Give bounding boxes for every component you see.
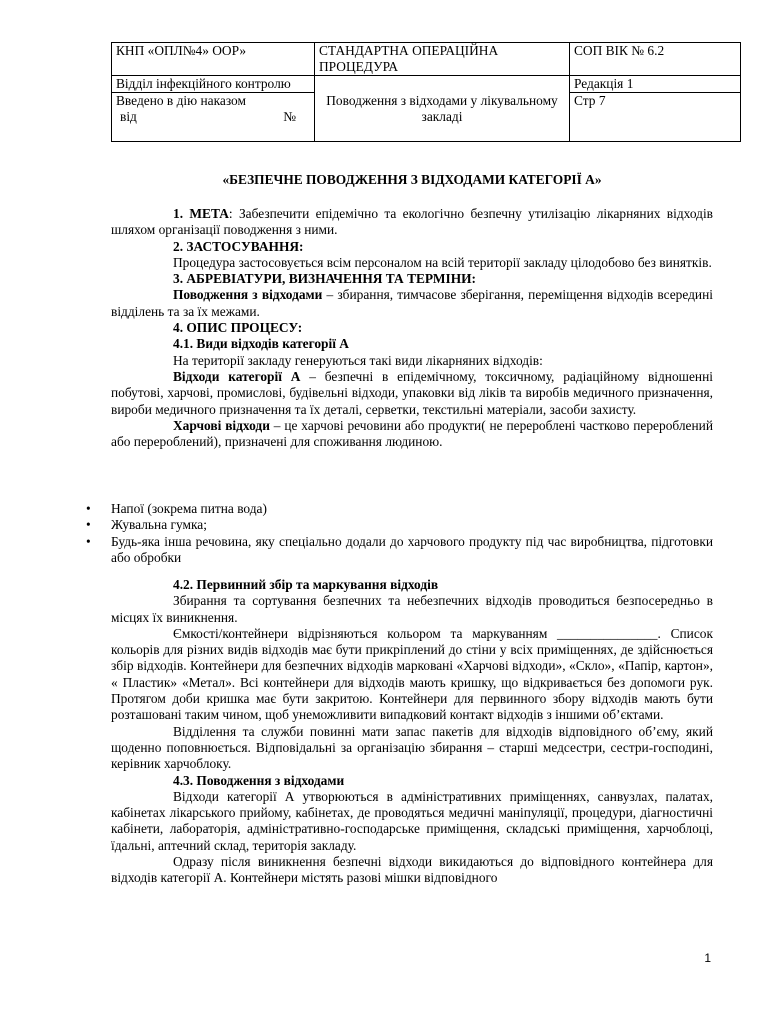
order-cell <box>112 93 315 142</box>
list-item: • Будь-яка інша речовина, яку спеціально додали до харчового продукту під час виробництва, підготовки або обробки <box>86 534 713 567</box>
section-4-3-paragraph: Відходи категорії А утворюються в адміністративних приміщеннях, санвузлах, палатах, кабінетах лікарського прийому, кабінетах, де проводяться медичні маніпуляції, процедури, діагностичні кабінети, лабораторія, адміністративно-господарське приміщення, складські приміщення, харчоблоці, їдальні, аптечний склад, територія закладу. <box>111 788 713 853</box>
section-1 <box>111 206 713 239</box>
department: Відділ інфекційного контролю <box>112 76 315 93</box>
section-4-1-intro: На території закладу генеруються такі види лікарняних відходів: <box>173 352 543 368</box>
edition: Редакція 1 <box>570 76 741 93</box>
section-4-3-paragraph: Одразу після виникнення безпечні відходи викидаються до відповідного контейнера для відходів категорії А. Контейнери містять разові мішки відповідного <box>111 854 713 886</box>
section-4-2-paragraph: Ємкості/контейнери відрізняються кольором та маркуванням _______________. Список кольорів для різних видів відходів має бути прикріплений до стіни у всіх приміщеннях, де здійснюється збір відходів. Контейнери для безпечних відходів марковані «Харчові відходи», «Скло», «Папір, картон», « Пластик» «Метал». Всі контейнери для відходів мають кришку, що відкривається без допомоги рук. Протягом доби кришка має бути закритою. Контейнери для первинного збору відходів мають бути розташовані таким чином, щоб унеможливити випадковий контакт відходів з іншими об’єктами. <box>111 625 713 723</box>
section-4-heading: 4. ОПИС ПРОЦЕСУ: <box>173 320 303 336</box>
document-body-continued <box>111 577 713 887</box>
section-4-1-heading: 4.1. Види відходів категорії А <box>173 336 349 352</box>
order-line <box>116 109 310 125</box>
section-1-label: 1. МЕТА <box>173 206 229 221</box>
section-1-text: : Забезпечити епідемічно та екологічно безпечну утилізацію лікарняних відходів шляхом організації поводження з ними. <box>111 206 713 238</box>
page-number: 1 <box>704 951 711 965</box>
food-waste-list <box>86 501 713 566</box>
section-4-3-heading: 4.3. Поводження з відходами <box>173 772 345 788</box>
term-waste-handling-def: – збирання, тимчасове зберігання, переміщення відходів всередині відділень та за їх межами. <box>111 287 713 319</box>
document-body <box>111 172 713 450</box>
list-item: • Напої (зокрема питна вода) <box>86 501 713 517</box>
section-2-heading: 2. ЗАСТОСУВАННЯ: <box>173 238 304 254</box>
section-2-text: Процедура застосовується всім персоналом на всій території закладу цілодобово без винятків. <box>173 254 712 270</box>
order-number: № <box>283 109 296 124</box>
section-3-heading: 3. АБРЕВІАТУРИ, ВИЗНАЧЕННЯ ТА ТЕРМІНИ: <box>173 271 476 287</box>
document-title: «БЕЗПЕЧНЕ ПОВОДЖЕННЯ З ВІДХОДАМИ КАТЕГОРІЇ А» <box>222 172 602 187</box>
list-item: • Жувальна гумка; <box>86 517 713 533</box>
order-from: від <box>120 109 137 124</box>
food-waste-definition <box>111 418 713 451</box>
page-ref: Стр 7 <box>570 93 741 142</box>
doc-code: СОП ВІК № 6.2 <box>570 43 741 76</box>
term-food-waste: Харчові відходи <box>173 417 270 433</box>
org-name: КНП «ОПЛ№4» ООР» <box>112 43 315 76</box>
section-4-2-heading: 4.2. Первинний збір та маркування відходів <box>173 577 439 592</box>
term-food-waste-def: – це харчові речовини або продукти( не перероблені частково перероблений або перероблений), призначені для споживання людиною. <box>111 417 713 450</box>
doc-topic: Поводження з відходами у лікувальному закладі <box>315 76 570 142</box>
section-4-2-paragraph: Збирання та сортування безпечних та небезпечних відходів проводиться безпосередньо в місцях їх виникнення. <box>111 593 713 625</box>
header-table <box>111 42 741 142</box>
category-a-definition <box>111 369 713 418</box>
section-4-2-paragraph: Відділення та служби повинні мати запас пакетів для відходів відповідного об’єму, який щоденно поповнюється. Відповідальні за організацію збирання – старші медсестри, сестри-господині, керівник харчоблоку. <box>111 723 713 772</box>
term-waste-handling: Поводження з відходами <box>173 287 323 303</box>
section-3-definition <box>111 287 713 320</box>
order-intro: Введено в дію наказом <box>116 93 246 108</box>
term-category-a-def: – безпечні в епідемічному, токсичному, радіаційному відношенні побутові, харчові, промислові, будівельні відходи, упаковки від ліків та виробів медичного призначення, вироби медичного призначення та їх деталі, серветки, текстильні матеріали, засоби захисту. <box>111 368 713 417</box>
term-category-a: Відходи категорії А <box>173 368 301 384</box>
doc-type: СТАНДАРТНА ОПЕРАЦІЙНА ПРОЦЕДУРА <box>315 43 570 76</box>
